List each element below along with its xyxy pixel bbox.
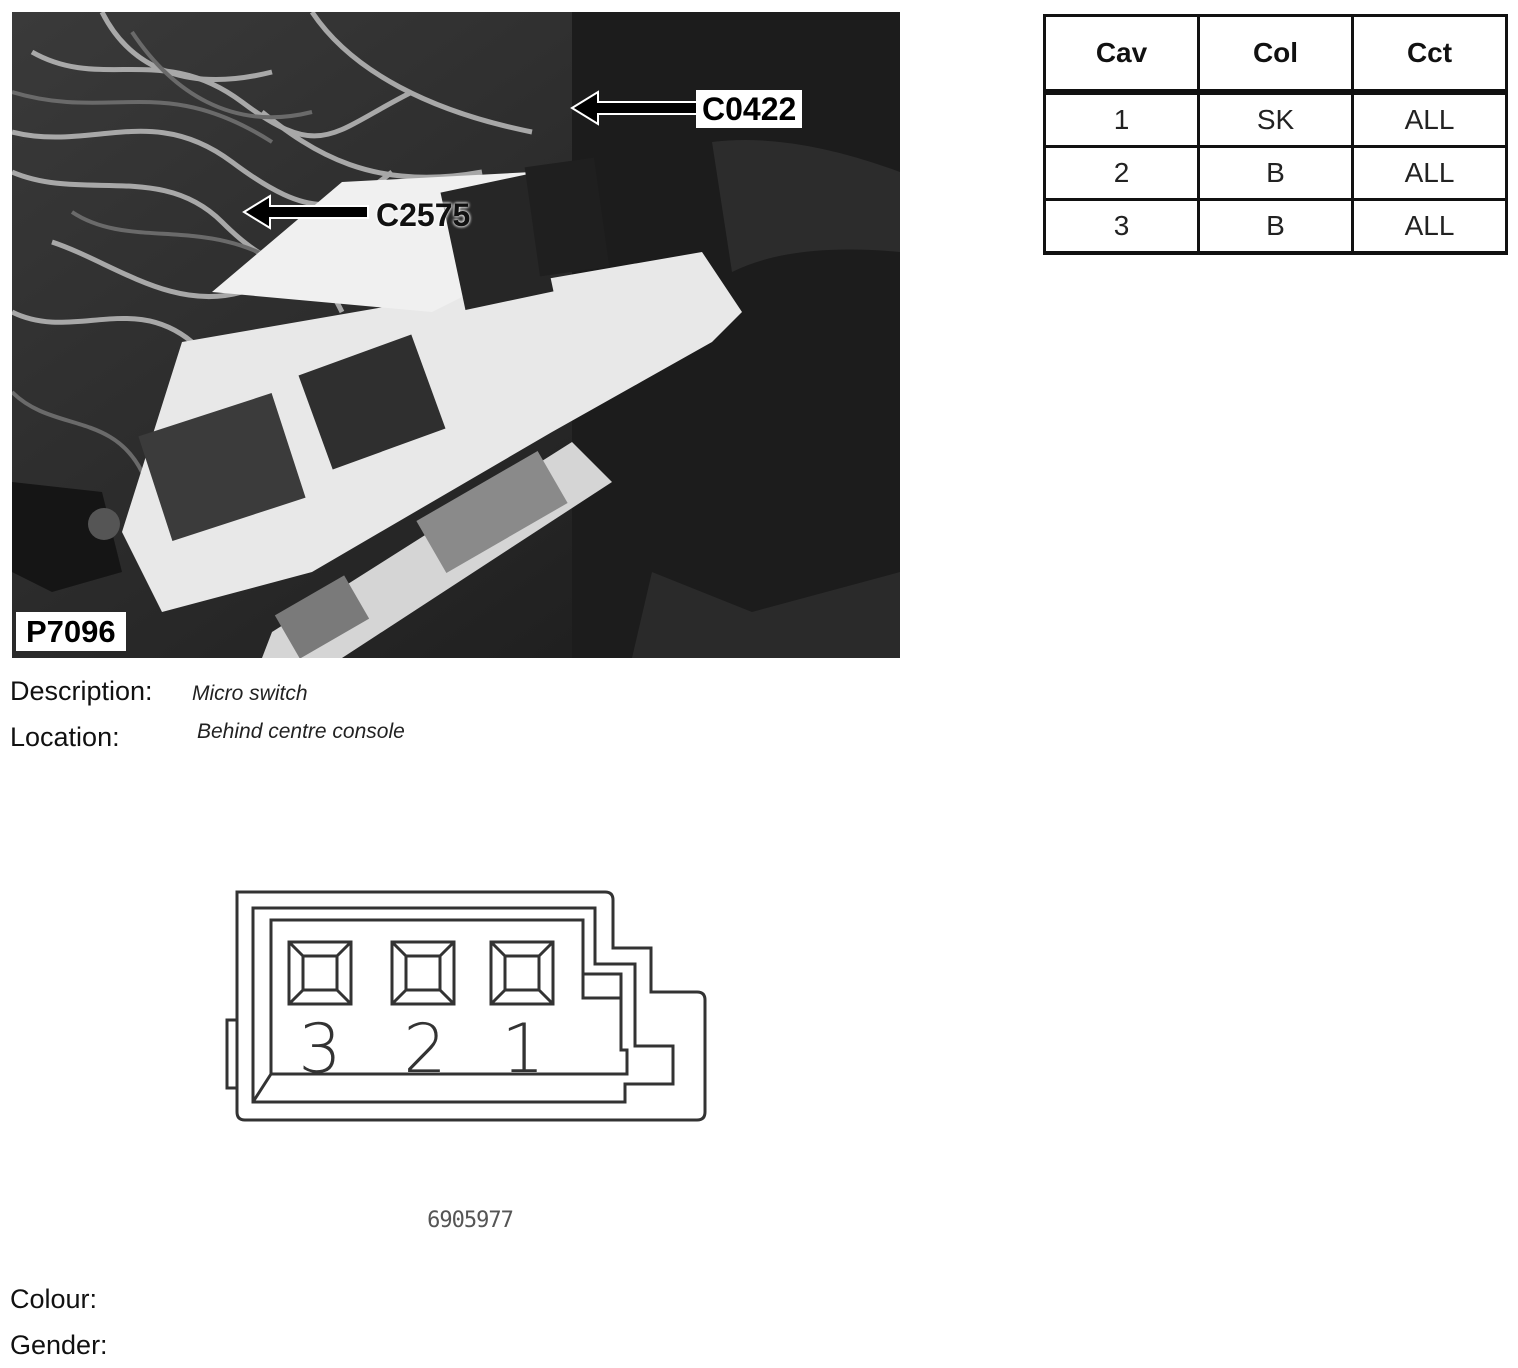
header-circuit: Cct (1353, 16, 1507, 93)
connector-face-diagram (215, 880, 715, 1140)
pin-cavities (289, 942, 553, 1004)
cell-circuit: ALL (1353, 147, 1507, 200)
cell-circuit: ALL (1353, 92, 1507, 147)
header-colour: Col (1199, 16, 1353, 93)
table-row (1045, 147, 1507, 200)
photo-reference-id: P7096 (16, 612, 126, 651)
cell-colour: SK (1199, 92, 1353, 147)
location-value: Behind centre console (197, 720, 405, 743)
cell-colour: B (1199, 147, 1353, 200)
connector-callout-c2575: C2575 (376, 197, 471, 233)
connector-callout-c0422: C0422 (696, 90, 802, 128)
pinout-table (1043, 14, 1508, 255)
cell-cavity: 1 (1045, 92, 1199, 147)
colour-label: Colour: (10, 1284, 98, 1314)
pin-label-1: 1 (501, 1010, 545, 1089)
header-cavity: Cav (1045, 16, 1199, 93)
description-value: Micro switch (192, 682, 308, 705)
pin-label-2: 2 (403, 1010, 447, 1089)
connector-location-photo (12, 12, 900, 658)
table-row (1045, 92, 1507, 147)
cell-cavity: 3 (1045, 200, 1199, 254)
cell-colour: B (1199, 200, 1353, 254)
cell-cavity: 2 (1045, 147, 1199, 200)
location-label: Location: (10, 722, 120, 752)
pin-label-3: 3 (298, 1010, 342, 1089)
pinout-header-row (1045, 16, 1507, 93)
table-row (1045, 200, 1507, 254)
gender-label: Gender: (10, 1330, 108, 1360)
part-number: 6905977 (427, 1208, 513, 1233)
description-label: Description: (10, 676, 153, 706)
cell-circuit: ALL (1353, 200, 1507, 254)
